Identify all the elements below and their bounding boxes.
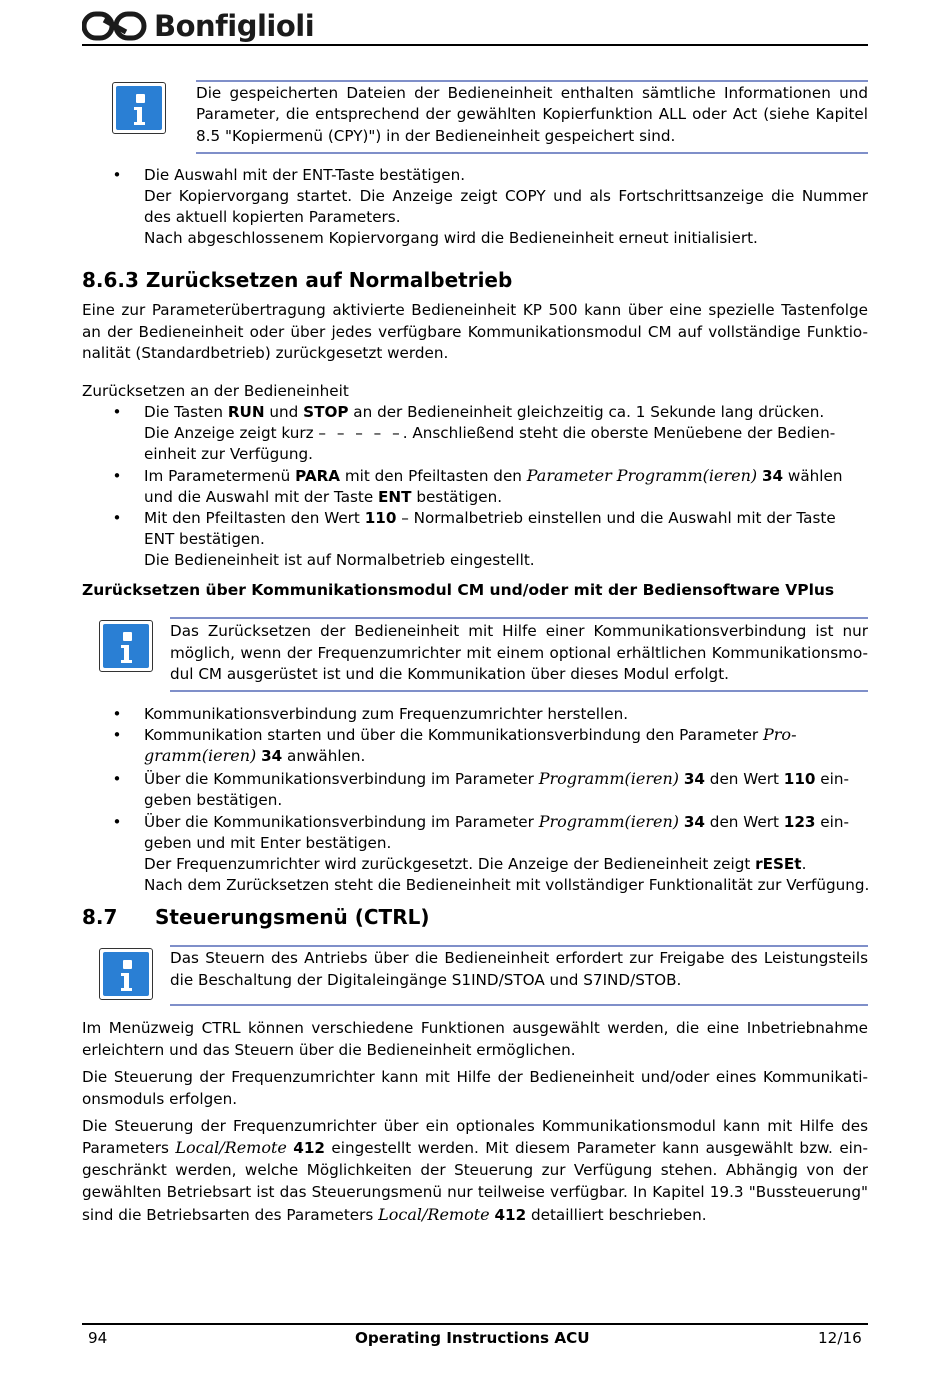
bullet: • (112, 166, 122, 184)
para-line: sind die Betriebsarten des Parameters Local/Remote 412 detailliert beschrieben. (82, 1205, 707, 1224)
header-rule (82, 44, 868, 46)
footer-title: Operating Instructions ACU (355, 1329, 590, 1347)
note3-line-1: Das Steuern des Antriebs über die Bedieneinheit erfordert zur Freigabe des Leistungsteils (170, 949, 868, 967)
note1-line-2: Parameter, die entsprechend der gewählten Kopierfunktion ALL oder Act (siehe Kapitel (196, 105, 868, 123)
step-line: geben bestätigen. (144, 791, 283, 809)
para-line: Im Menüzweig CTRL können verschiedene Funktionen ausgewählt werden, die eine Inbetriebnahme (82, 1019, 868, 1037)
step-line: geben und mit Enter bestätigen. (144, 834, 392, 852)
section-heading-8-7: Steuerungsmenü (CTRL) (155, 905, 430, 929)
page-number: 94 (88, 1329, 108, 1347)
intro-line: nalität (Standardbetrieb) zurückgesetzt werden. (82, 344, 449, 362)
step-line: Über die Kommunikationsverbindung im Parameter Programm(ieren) 34 den Wert 110 ein- (144, 769, 849, 788)
step-line: Mit den Pfeiltasten den Wert 110 – Normalbetrieb einstellen und die Auswahl mit der Taste (144, 509, 836, 527)
step-line: Der Frequenzumrichter wird zurückgesetzt. Die Anzeige der Bedieneinheit zeigt rESEt. (144, 855, 807, 873)
footer-date: 12/16 (818, 1329, 862, 1347)
intro-line: an der Bedieneinheit oder über jedes verfügbare Kommunikationsmodul CM auf vollständige Funktio- (82, 323, 868, 341)
note-rule-top (170, 945, 868, 947)
step-line: Die Auswahl mit der ENT-Taste bestätigen. (144, 166, 466, 184)
step-line: Im Parametermenü PARA mit den Pfeiltasten den Parameter Programm(ieren) 34 wählen (144, 466, 843, 485)
note1-line-3: 8.5 "Kopiermenü (CPY)") in der Bedieneinheit gespeichert sind. (196, 127, 676, 145)
bullet: • (112, 813, 122, 831)
para-line: geschränkt werden, welche Möglichkeiten der Steuerung zur Verfügung stehen. Abhängig von der (82, 1161, 868, 1179)
note-rule-top (196, 80, 868, 82)
note2-line-2: möglich, wenn der Frequenzumrichter mit einem optional erhältlichen Kommunikationsmo- (170, 644, 868, 662)
note-rule-bottom (170, 690, 868, 692)
note2-line-1: Das Zurücksetzen der Bedieneinheit mit Hilfe einer Kommunikationsverbindung ist nur (170, 622, 868, 640)
subheading-reset-cm: Zurücksetzen über Kommunikationsmodul CM und/oder mit der Bediensoftware VPlus (82, 581, 835, 599)
intro-line: Eine zur Parameterübertragung aktivierte Bedieneinheit KP 500 kann über eine spezielle Tastenfolge (82, 301, 868, 319)
step-line: gramm(ieren) 34 anwählen. (144, 746, 366, 765)
step-line: Die Tasten RUN und STOP an der Bedieneinheit gleichzeitig ca. 1 Sekunde lang drücken. (144, 403, 825, 421)
step-line: Nach abgeschlossenem Kopiervorgang wird die Bedieneinheit erneut initialisiert. (144, 229, 758, 247)
bullet: • (112, 726, 122, 744)
step-line: Die Anzeige zeigt kurz – – – – –. Anschließend steht die oberste Menüebene der Bedien- (144, 424, 836, 442)
note1-line-1: Die gespeicherten Dateien der Bedieneinheit enthalten sämtliche Informationen und (196, 84, 868, 102)
para-line: erleichtern und das Steuern über die Bedieneinheit ermöglichen. (82, 1041, 576, 1059)
step-line: Der Kopiervorgang startet. Die Anzeige zeigt COPY und als Fortschrittsanzeige die Nummer (144, 187, 868, 205)
para-line: Die Steuerung der Frequenzumrichter über ein optionales Kommunikationsmodul kann mit Hilfe des (82, 1117, 868, 1135)
step-line: ENT bestätigen. (144, 530, 265, 548)
note-rule-bottom (196, 152, 868, 154)
subheading-reset-keypad: Zurücksetzen an der Bedieneinheit (82, 382, 349, 400)
step-line: Kommunikation starten und über die Kommunikationsverbindung den Parameter Pro- (144, 725, 797, 744)
note3-line-2: die Beschaltung der Digitaleingänge S1IND/STOA und S7IND/STOB. (170, 971, 682, 989)
bullet: • (112, 467, 122, 485)
bonfiglioli-logo-icon (82, 10, 148, 42)
note-rule-bottom (170, 1004, 868, 1006)
step-line: des aktuell kopierten Parameters. (144, 208, 401, 226)
para-line: gewählten Betriebsart ist das Steuerungsmenü nur teilweise verfügbar. In Kapitel 19.3 "Bussteuerung" (82, 1183, 868, 1201)
step-line: Kommunikationsverbindung zum Frequenzumrichter herstellen. (144, 705, 629, 723)
step-line: und die Auswahl mit der Taste ENT bestätigen. (144, 488, 503, 506)
note-rule-top (170, 617, 868, 619)
para-line: onsmoduls erfolgen. (82, 1090, 238, 1108)
para-line: Die Steuerung der Frequenzumrichter kann mit Hilfe der Bedieneinheit und/oder eines Kommunikati- (82, 1068, 868, 1086)
bullet: • (112, 770, 122, 788)
brand-logo (82, 8, 314, 44)
footer-rule (82, 1323, 868, 1325)
bullet: • (112, 705, 122, 723)
step-line: Über die Kommunikationsverbindung im Parameter Programm(ieren) 34 den Wert 123 ein- (144, 812, 849, 831)
step-line: einheit zur Verfügung. (144, 445, 313, 463)
section-number-8-7: 8.7 (82, 905, 118, 929)
note2-line-3: dul CM ausgerüstet ist und die Kommunikation über dieses Modul erfolgt. (170, 665, 729, 683)
info-icon (99, 948, 153, 1000)
step-line: Nach dem Zurücksetzen steht die Bedieneinheit mit vollständiger Funktionalität zur Verfügung. (144, 876, 870, 894)
section-heading-8-6-3: 8.6.3 Zurücksetzen auf Normalbetrieb (82, 268, 513, 292)
bullet: • (112, 509, 122, 527)
para-line: Parameters Local/Remote 412 eingestellt werden. Mit diesem Parameter kann ausgewählt bzw. ein- (82, 1138, 868, 1157)
info-icon (99, 620, 153, 672)
info-icon (112, 82, 166, 134)
bullet: • (112, 403, 122, 421)
step-line: Die Bedieneinheit ist auf Normalbetrieb eingestellt. (144, 551, 535, 569)
brand-name: Bonfiglioli (154, 9, 315, 43)
